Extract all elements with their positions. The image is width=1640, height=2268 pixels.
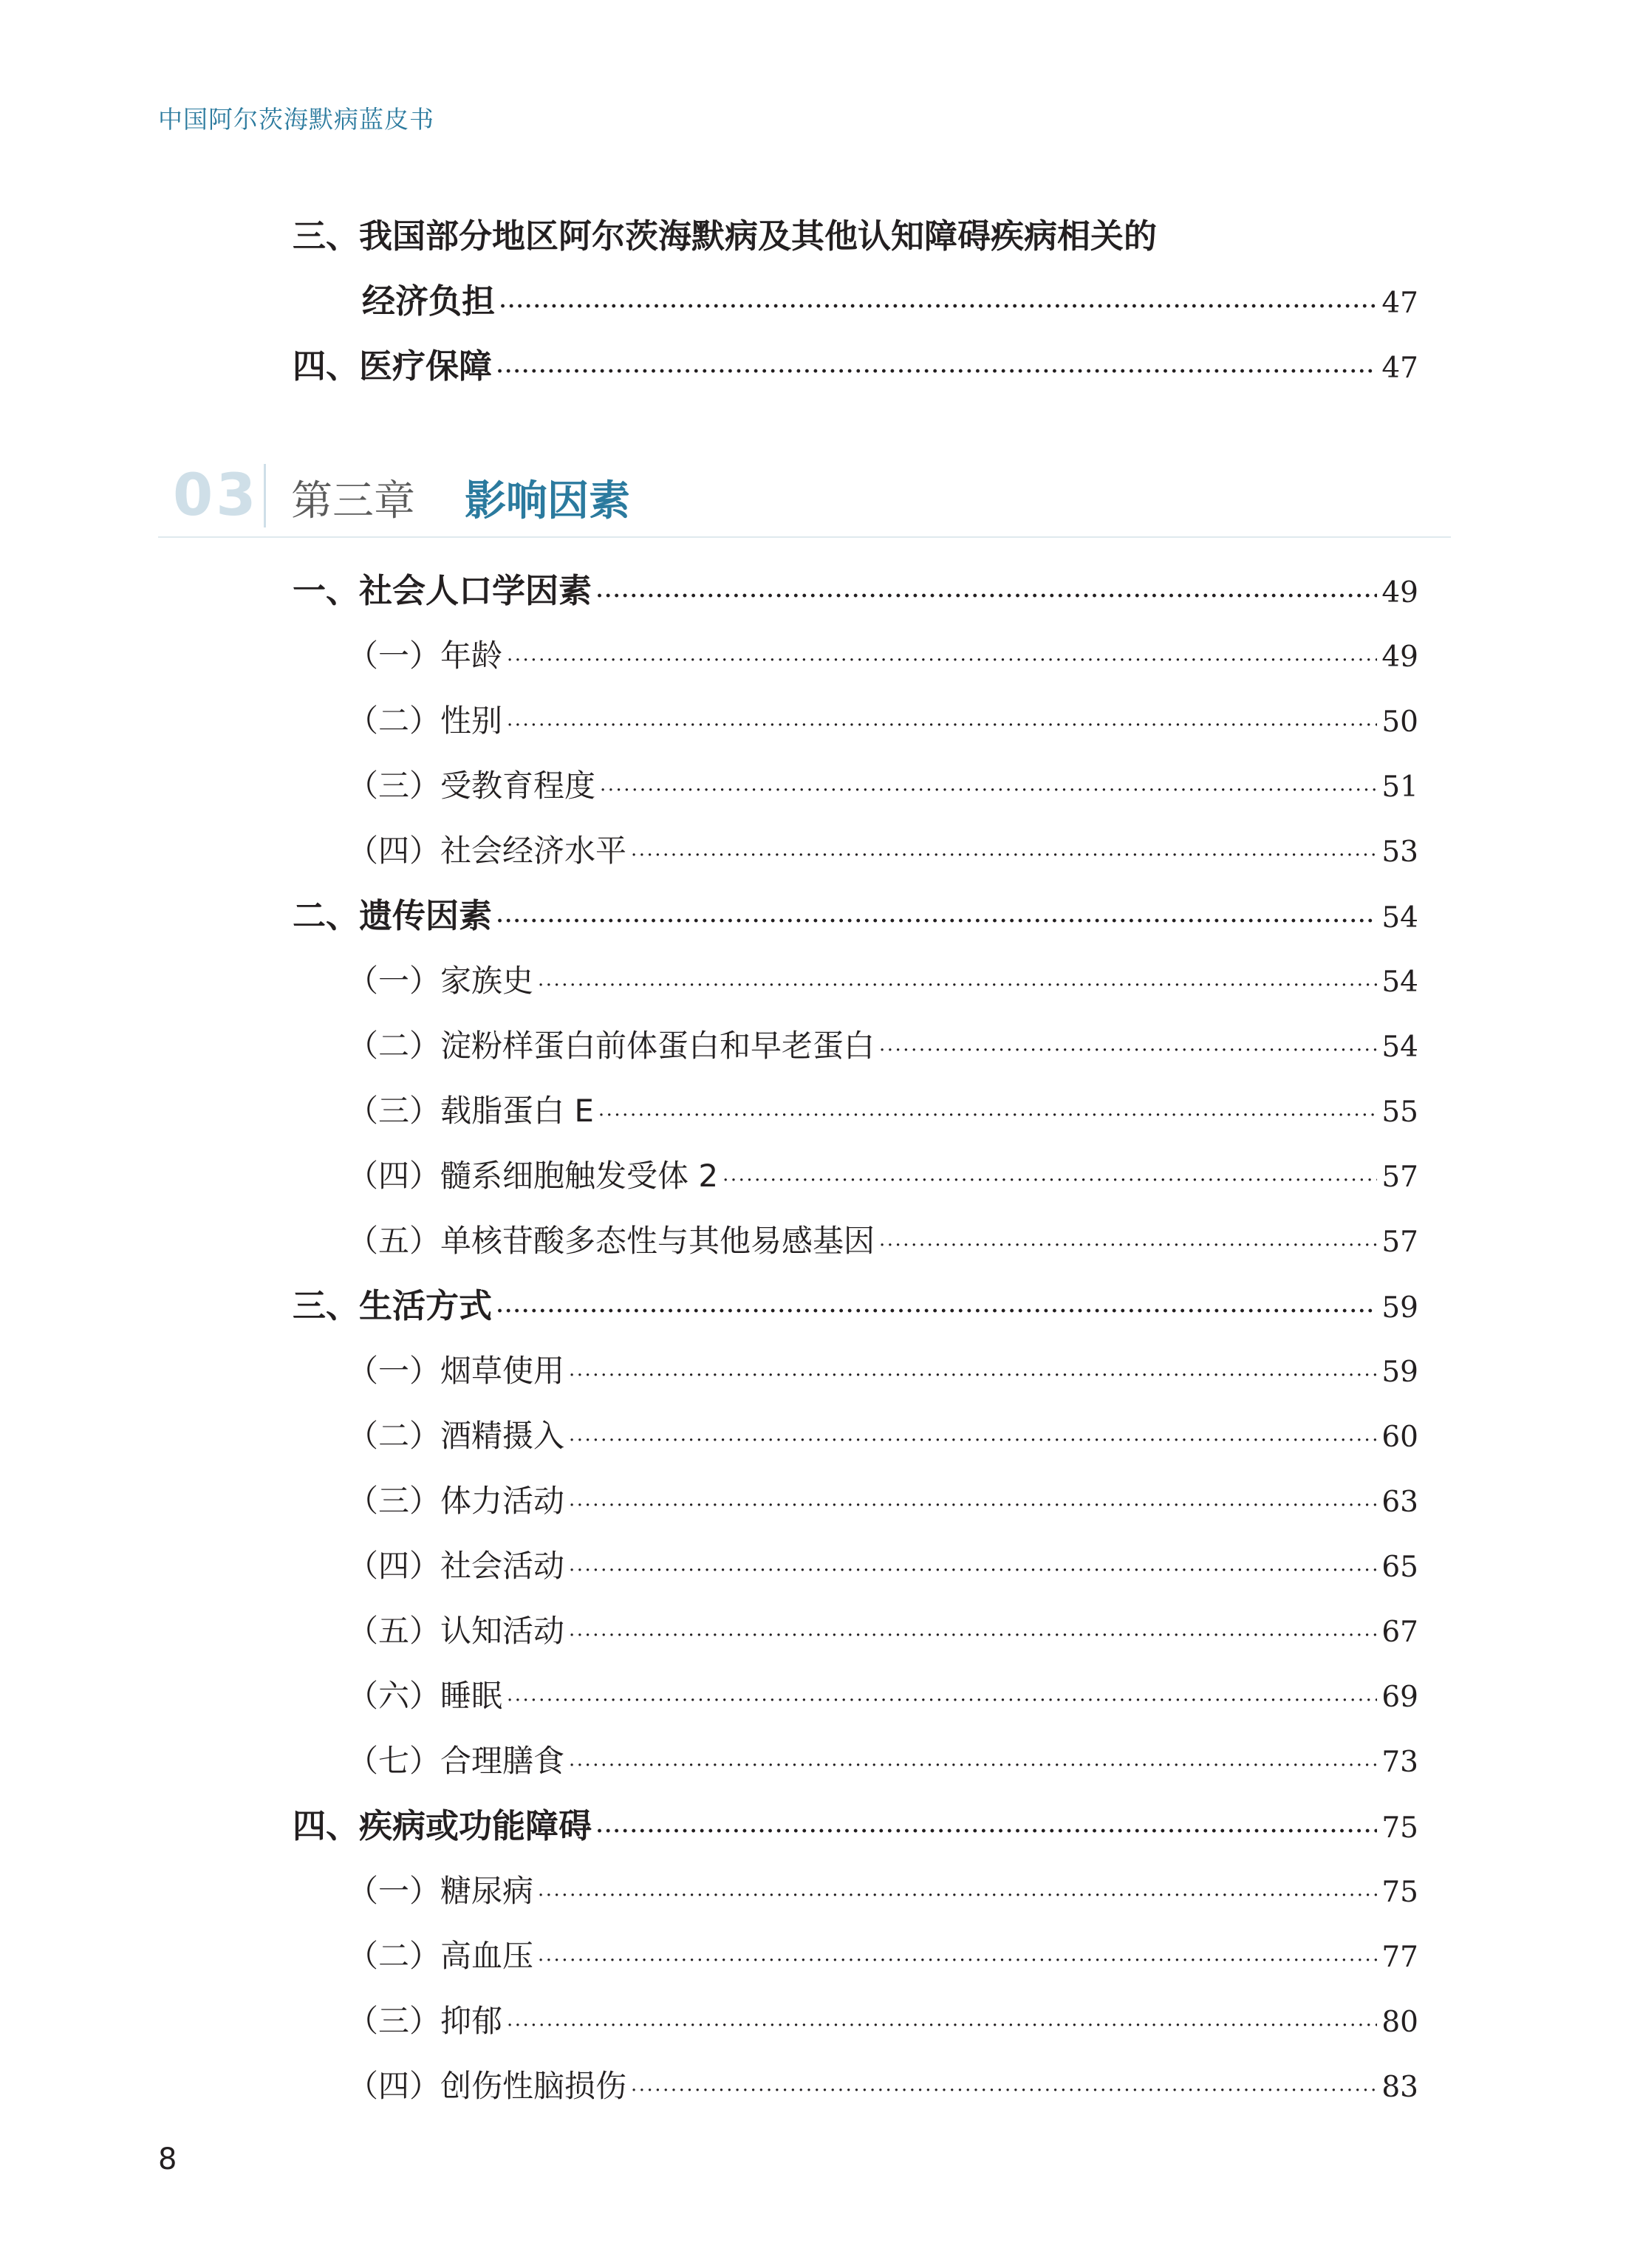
chapter-divider — [264, 464, 266, 527]
toc-subsection-label: （二）淀粉样蛋白前体蛋白和早老蛋白 — [347, 1028, 875, 1064]
chapter-title: 影响因素 — [465, 477, 630, 525]
dot-leader — [496, 899, 1377, 943]
toc-page-number: 54 — [1381, 901, 1418, 935]
toc-page-number: 50 — [1381, 706, 1418, 739]
toc-page-number: 60 — [1381, 1421, 1418, 1454]
toc-section-label: 四、疾病或功能障碍 — [293, 1806, 592, 1845]
toc-section-entry[interactable] — [293, 1284, 1418, 1328]
toc-subsection-entry[interactable] — [347, 2064, 1418, 2108]
toc-subsection-entry[interactable] — [347, 829, 1418, 873]
toc-subsection-entry[interactable] — [347, 634, 1418, 678]
toc-page-number: 47 — [1381, 287, 1418, 320]
toc-page-number: 57 — [1381, 1226, 1418, 1259]
toc-section-label: 一、社会人口学因素 — [293, 571, 592, 610]
toc-page-number: 65 — [1381, 1551, 1418, 1584]
toc-subsection-label: （五）单核苷酸多态性与其他易感基因 — [347, 1223, 875, 1259]
toc-subsection-label: （二）高血压 — [347, 1938, 534, 1974]
toc-page-number: 54 — [1381, 966, 1418, 999]
toc-page-number: 77 — [1381, 1941, 1418, 1974]
dot-leader — [600, 768, 1377, 813]
toc-subsection-label: （一）烟草使用 — [347, 1353, 565, 1389]
toc-subsection-label: （一）年龄 — [347, 638, 503, 674]
dot-leader — [569, 1743, 1377, 1788]
toc-section-entry[interactable] — [293, 894, 1418, 938]
dot-leader — [507, 703, 1377, 748]
toc-subsection-label: （一）糖尿病 — [347, 1873, 534, 1909]
dot-leader — [569, 1418, 1377, 1463]
dot-leader — [879, 1223, 1377, 1268]
dot-leader — [598, 1093, 1377, 1138]
toc-subsection-entry[interactable] — [347, 1024, 1418, 1068]
toc-subsection-label: （四）创伤性脑损伤 — [347, 2068, 627, 2104]
toc-subsection-entry[interactable] — [347, 1869, 1418, 1913]
toc-subsection-entry[interactable] — [347, 1674, 1418, 1718]
page-number: 8 — [158, 2142, 177, 2176]
toc-page-number: 57 — [1381, 1161, 1418, 1194]
toc-subsection-entry[interactable] — [347, 1739, 1418, 1783]
toc-page-number: 59 — [1381, 1291, 1418, 1325]
toc-subsection-entry[interactable] — [347, 699, 1418, 743]
dot-leader — [496, 1289, 1377, 1333]
toc-page-number: 49 — [1381, 641, 1418, 674]
dot-leader — [722, 1158, 1377, 1203]
chapter-label: 第三章 — [291, 477, 415, 525]
toc-subsection-entry[interactable] — [347, 1414, 1418, 1458]
toc-subsection-entry[interactable] — [347, 1609, 1418, 1653]
toc-subsection-entry[interactable] — [347, 1999, 1418, 2043]
chapter-number: 03 — [173, 462, 259, 529]
toc-entry-label-line2: 经济负担 — [362, 281, 496, 321]
toc-entry[interactable] — [293, 344, 1418, 389]
toc-page-number: 54 — [1381, 1031, 1418, 1064]
toc-subsection-label: （三）载脂蛋白 E — [347, 1093, 594, 1129]
toc-subsection-entry[interactable] — [347, 1219, 1418, 1263]
toc-subsection-label: （三）抑郁 — [347, 2003, 503, 2039]
dot-leader — [596, 574, 1377, 618]
dot-leader — [569, 1613, 1377, 1658]
toc-section-label: 二、遗传因素 — [293, 896, 493, 935]
dot-leader — [569, 1353, 1377, 1398]
toc-entry-label-line1: 三、我国部分地区阿尔茨海默病及其他认知障碍疾病相关的 — [293, 216, 1158, 256]
toc-subsection-entry[interactable] — [347, 1479, 1418, 1523]
toc-page-number: 69 — [1381, 1681, 1418, 1714]
toc-entry-label: 四、医疗保障 — [293, 346, 493, 386]
toc-page-number: 49 — [1381, 576, 1418, 609]
toc-page-number: 83 — [1381, 2071, 1418, 2104]
dot-leader — [879, 1028, 1377, 1073]
toc-subsection-label: （五）认知活动 — [347, 1613, 565, 1649]
toc-subsection-entry[interactable] — [347, 959, 1418, 1003]
dot-leader — [538, 963, 1377, 1008]
toc-page-number: 67 — [1381, 1616, 1418, 1649]
toc-page-number: 80 — [1381, 2006, 1418, 2039]
toc-page-number: 63 — [1381, 1486, 1418, 1519]
chapter-header — [158, 458, 1451, 539]
toc-section-entry[interactable] — [293, 569, 1418, 613]
toc-subsection-label: （四）社会活动 — [347, 1548, 565, 1584]
dot-leader — [507, 1678, 1377, 1723]
toc-subsection-label: （三）受教育程度 — [347, 768, 596, 804]
toc-subsection-label: （二）性别 — [347, 703, 503, 739]
dot-leader — [596, 1809, 1377, 1854]
dot-leader — [507, 638, 1377, 683]
toc-subsection-entry[interactable] — [347, 1154, 1418, 1198]
dot-leader — [507, 2004, 1377, 2048]
toc-page-number: 55 — [1381, 1096, 1418, 1129]
toc-page-number: 73 — [1381, 1746, 1418, 1779]
toc-subsection-label: （六）睡眠 — [347, 1678, 503, 1714]
toc-page-number: 47 — [1381, 352, 1418, 385]
toc-page-number: 75 — [1381, 1876, 1418, 1909]
toc-subsection-entry[interactable] — [347, 1544, 1418, 1588]
toc-subsection-entry[interactable] — [347, 764, 1418, 808]
dot-leader — [631, 833, 1377, 878]
toc-subsection-label: （二）酒精摄入 — [347, 1418, 565, 1454]
toc-section-label: 三、生活方式 — [293, 1286, 493, 1325]
dot-leader — [569, 1483, 1377, 1528]
dot-leader — [499, 284, 1377, 329]
dot-leader — [631, 2069, 1377, 2113]
dot-leader — [496, 349, 1377, 394]
toc-subsection-entry[interactable] — [347, 1349, 1418, 1393]
toc-section-entry[interactable] — [293, 1804, 1418, 1848]
toc-subsection-label: （四）社会经济水平 — [347, 833, 627, 869]
toc-subsection-entry[interactable] — [347, 1934, 1418, 1978]
running-head: 中国阿尔茨海默病蓝皮书 — [158, 105, 434, 134]
dot-leader — [538, 1874, 1377, 1918]
toc-page-number: 75 — [1381, 1811, 1418, 1845]
dot-leader — [538, 1939, 1377, 1983]
toc-subsection-label: （七）合理膳食 — [347, 1743, 565, 1779]
dot-leader — [569, 1548, 1377, 1593]
toc-page-number: 59 — [1381, 1356, 1418, 1389]
toc-subsection-entry[interactable] — [347, 1089, 1418, 1133]
chapter-rule — [158, 536, 1451, 538]
toc-entry[interactable] — [293, 214, 1157, 259]
toc-page-number: 53 — [1381, 836, 1418, 869]
toc-subsection-label: （三）体力活动 — [347, 1483, 565, 1519]
toc-entry[interactable] — [362, 279, 1418, 324]
toc-subsection-label: （一）家族史 — [347, 963, 534, 999]
toc-subsection-label: （四）髓系细胞触发受体 2 — [347, 1158, 719, 1194]
toc-page-number: 51 — [1381, 771, 1418, 804]
